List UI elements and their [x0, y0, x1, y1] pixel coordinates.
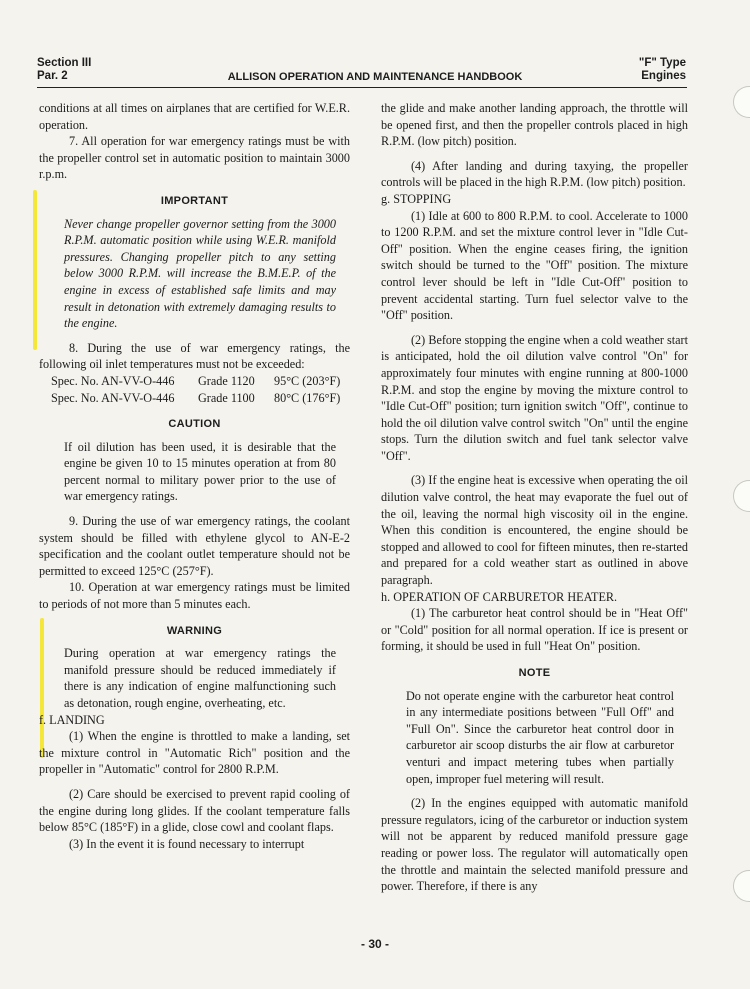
paragraph: 9. During the use of war emergency ratings, the coolant system should be filled with ethylene glycol to AN-E-2 specification and the coolant outlet temperature should not be permitted to exceed 125°C (257°F).	[39, 514, 350, 578]
binder-hole	[733, 86, 750, 118]
spec-temp: 95°C (203°F)	[274, 373, 341, 388]
note-text: Do not operate engine with the carburetor heat control in any intermediate positions between "Full Off" and "Full On". Since the carburetor heat control door in carburetor air scoop disturbs the air flow at carburetor venturi and impact metering tubes when partially open, improper fuel metering will result.	[406, 688, 674, 786]
paragraph: 7. All operation for war emergency ratings must be with the propeller control set in automatic position to maintain 3000 r.p.m.	[39, 134, 350, 182]
important-text: Never change propeller governor setting from the 3000 R.P.M. automatic position while using W.E.R. manifold pressures. Changing propeller pitch to any setting below 3000 R.P.M. will increase the B.M.E.P. of the engine in excess of established safe limits and may result in detonation with extremely damaging results to the engine.	[64, 216, 336, 331]
landing-heading: f. LANDING	[39, 712, 105, 727]
highlighter-mark	[33, 190, 37, 350]
paragraph: (1) When the engine is throttled to make a landing, set the mixture control in "Automatic Rich" position and the propeller in "Automatic" control for 2800 R.P.M.	[39, 729, 350, 777]
header-rule	[37, 87, 687, 88]
paragraph: 8. During the use of war emergency ratings, the following oil inlet temperatures must not be exceeded:	[39, 340, 350, 372]
carburetor-heading: h. OPERATION OF CARBURETOR HEATER.	[381, 589, 618, 604]
binder-hole	[733, 480, 750, 512]
paragraph: (2) In the engines equipped with automatic manifold pressure regulators, icing of the carburetor or induction system will not be apparent by reduced manifold pressure gage reading or power loss. The regulator will automatically open the throttle and maintain the selected manifold pressure and power. Therefore, if there is any	[381, 796, 688, 894]
binder-hole	[733, 870, 750, 902]
paragraph: (1) The carburetor heat control should be in "Heat Off" or "Cold" position for all normal operation. If ice is present or forming, it should be used in full "Heat On" position.	[381, 606, 688, 654]
spec-number: Spec. No. AN-VV-O-446	[51, 373, 175, 388]
spec-row	[39, 390, 350, 407]
warning-text: During operation at war emergency ratings the manifold pressure should be reduced immediately if there is any indication of engine malfunctioning such as detonation, rough engine, overheating, etc.	[64, 646, 336, 710]
spec-number: Spec. No. AN-VV-O-446	[51, 390, 175, 405]
caution-box	[39, 439, 350, 505]
spec-grade: Grade 1100	[198, 390, 255, 405]
paragraph: (2) Care should be exercised to prevent rapid cooling of the engine during long glides. If the coolant temperature falls below 85°C (185°F) in a glide, close cowl and coolant flaps.	[39, 786, 350, 835]
paragraph-number: Par. 2	[37, 70, 68, 82]
page-number: - 30 -	[360, 937, 389, 951]
paragraph: 10. Operation at war emergency ratings must be limited to periods of not more than 5 minutes each.	[39, 580, 350, 612]
engine-type: "F" Type	[638, 57, 686, 69]
paragraph: conditions at all times on airplanes that are certified for W.E.R. operation.	[39, 101, 350, 132]
warning-box	[39, 645, 350, 711]
note-box	[381, 688, 688, 788]
spec-grade: Grade 1120	[198, 373, 255, 388]
paragraph: (3) If the engine heat is excessive when operating the oil dilution valve control, the heat may evaporate the fuel out of the oil, leaving the normal high viscosity oil in the engine. When this condition is encountered, the engine should be stopped and allowed to cool for fifteen minutes, then re-started and prepared for a cold weather start as outlined in above paragraph.	[381, 473, 688, 588]
section-number: Section III	[37, 57, 92, 69]
engines-word: Engines	[641, 70, 686, 82]
important-box	[39, 216, 350, 332]
important-heading: IMPORTANT	[160, 194, 229, 207]
paragraph: (2) Before stopping the engine when a cold weather start is anticipated, hold the oil dilution valve control "On" for approximately four minutes with engine running at 800-1000 R.P.M. and stop the engine by moving the mixture control to "Idle Cut-Off" position; turn ignition switch "Off", continue to hold the oil dilution valve control switch "On" until the engine stops. Turn the dilution switch and fuel tank selector valve "Off".	[381, 332, 688, 463]
warning-heading: WARNING	[166, 624, 223, 637]
paragraph: (1) Idle at 600 to 800 R.P.M. to cool. Accelerate to 1000 to 1200 R.P.M. and set the mixture control lever in "Idle Cut-Off" position. When the engine ceases firing, the ignition switch should be turned to the "Off" position. The mixture control lever should be left in "Idle Cut-Off" position to prevent accidental starting. Turn fuel selector valve to the "Off" position.	[381, 208, 688, 323]
right-column	[381, 100, 688, 895]
caution-text: If oil dilution has been used, it is desirable that the engine be given 10 to 15 minutes operation at from 80 percent normal to military power prior to the use of war emergency ratings.	[64, 439, 336, 504]
spec-temp: 80°C (176°F)	[274, 390, 341, 405]
caution-heading: CAUTION	[168, 418, 221, 431]
paragraph: (4) After landing and during taxying, the propeller controls will be placed in the high R.P.M. (low pitch) position.	[381, 158, 688, 190]
engine-type-label	[639, 57, 686, 83]
stopping-heading: g. STOPPING	[381, 191, 452, 206]
left-column	[39, 100, 350, 852]
handbook-title: ALLISON OPERATION AND MAINTENANCE HANDBOOK	[227, 71, 523, 83]
spec-row	[39, 373, 350, 390]
note-heading: NOTE	[518, 667, 551, 679]
paragraph: the glide and make another landing approach, the throttle will be opened first, and then the propeller controls placed in high R.P.M. (low pitch) position.	[381, 101, 688, 149]
paragraph: (3) In the event it is found necessary to interrupt	[69, 836, 305, 851]
